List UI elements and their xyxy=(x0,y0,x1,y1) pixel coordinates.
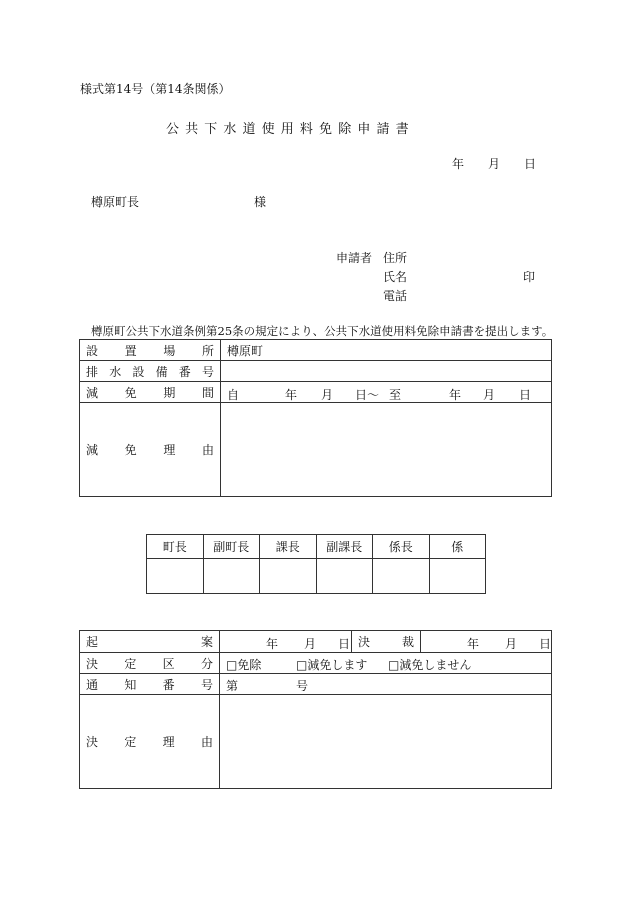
addressee-honorific: 様 xyxy=(254,195,267,209)
addressee-name: 樽原町長 xyxy=(91,195,140,209)
reason-label-cell: 減 免 理 由 xyxy=(80,403,221,497)
period-month2: 月 xyxy=(483,388,496,402)
applicant-phone-label: 電話 xyxy=(383,289,408,303)
approval-table xyxy=(146,534,486,594)
stamp-cell[interactable] xyxy=(203,559,260,594)
stamp-cell[interactable] xyxy=(316,559,373,594)
stamp-cell[interactable] xyxy=(373,559,430,594)
approval-header: 係 xyxy=(429,535,486,559)
draft-date[interactable] xyxy=(220,631,352,653)
approval-month: 月 xyxy=(505,637,518,651)
option-no-reduce-checkbox[interactable]: □減免しません xyxy=(388,658,472,672)
approval-day: 日 xyxy=(539,637,552,651)
period-day1: 日〜 xyxy=(355,388,380,402)
statement: 樽原町公共下水道条例第25条の規定により、公共下水道使用料免除申請書を提出します。 xyxy=(91,324,554,338)
reason-value[interactable] xyxy=(221,403,552,497)
page-title: 公 共 下 水 道 使 用 料 免 除 申 請 書 xyxy=(166,122,410,137)
notice-label-cell: 通 知 番 号 xyxy=(80,674,220,695)
period-from: 自 xyxy=(227,388,240,402)
stamp-cell[interactable] xyxy=(429,559,486,594)
period-day2: 日 xyxy=(519,388,532,402)
location-value[interactable]: 樽原町 xyxy=(221,340,552,361)
draft-label-cell: 起 案 xyxy=(80,631,220,653)
seal-mark: 印 xyxy=(523,270,536,284)
approval-header: 課長 xyxy=(260,535,317,559)
date-day: 日 xyxy=(524,157,537,171)
stamp-cell[interactable] xyxy=(260,559,317,594)
period-label-cell: 減 免 期 間 xyxy=(80,382,221,403)
period-month1: 月 xyxy=(321,388,334,402)
option-exempt-checkbox[interactable]: □免除 xyxy=(226,658,262,672)
stamp-cell[interactable] xyxy=(147,559,204,594)
decision-reason-value[interactable] xyxy=(220,695,552,789)
approval-header: 係長 xyxy=(373,535,430,559)
date-month: 月 xyxy=(488,157,501,171)
category-options xyxy=(220,653,552,674)
period-year1: 年 xyxy=(285,388,298,402)
drainage-number-value[interactable] xyxy=(221,361,552,382)
decision-table xyxy=(79,630,552,789)
approval-date[interactable] xyxy=(421,631,552,653)
option-reduce-checkbox[interactable]: □減免します xyxy=(296,658,368,672)
period-year2: 年 xyxy=(449,388,462,402)
applicant-name-label: 氏名 xyxy=(383,270,408,284)
notice-suffix: 号 xyxy=(296,679,309,693)
date-year: 年 xyxy=(452,157,465,171)
period-value[interactable] xyxy=(221,382,552,403)
notice-prefix: 第 xyxy=(226,679,239,693)
applicant-address-label: 住所 xyxy=(383,251,408,265)
approval-year: 年 xyxy=(467,637,480,651)
notice-number[interactable] xyxy=(220,674,552,695)
approval-header: 副町長 xyxy=(203,535,260,559)
approval-label-cell: 決 裁 xyxy=(352,631,421,653)
draft-month: 月 xyxy=(304,637,317,651)
drainage-number-label-cell: 排 水 設 備 番 号 xyxy=(80,361,221,382)
draft-day: 日 xyxy=(338,637,351,651)
form-number: 様式第14号（第14条関係） xyxy=(80,82,231,96)
application-table xyxy=(79,339,552,497)
approval-header: 町長 xyxy=(147,535,204,559)
approval-header: 副課長 xyxy=(316,535,373,559)
category-label-cell: 決 定 区 分 xyxy=(80,653,220,674)
applicant-label: 申請者 xyxy=(336,251,373,265)
period-to: 至 xyxy=(389,388,402,402)
decision-reason-label-cell: 決 定 理 由 xyxy=(80,695,220,789)
draft-year: 年 xyxy=(266,637,279,651)
location-label-cell: 設 置 場 所 xyxy=(80,340,221,361)
